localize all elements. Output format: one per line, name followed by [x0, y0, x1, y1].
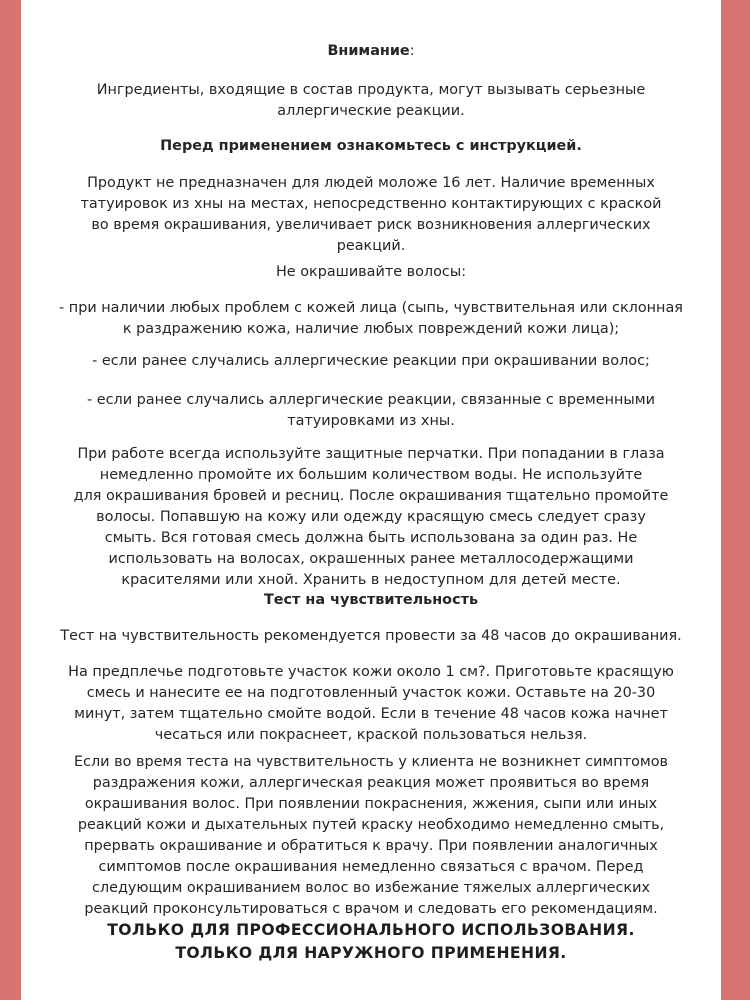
- text-line: татуировок из хны на местах, непосредственно контактирующих с краской: [80, 196, 662, 212]
- text-line: аллергические реакции.: [277, 103, 465, 119]
- text-line: волосы. Попавшую на кожу или одежду красящую смесь следует сразу: [96, 509, 646, 525]
- text-line: симптомов после окрашивания немедленно связаться с врачом. Перед: [98, 859, 644, 875]
- text-line: татуировками из хны.: [287, 413, 455, 429]
- warning-title: Внимание: [327, 43, 410, 59]
- text-line: реакций кожи и дыхательных путей краску необходимо немедленно смыть,: [77, 817, 665, 833]
- contraindication-item: [29, 390, 713, 432]
- text-line: Ингредиенты, входящие в состав продукта, могут вызывать серьезные: [96, 82, 646, 98]
- professional-use-notice: ТОЛЬКО ДЛЯ ПРОФЕССИОНАЛЬНОГО ИСПОЛЬЗОВАНИЯ.: [107, 921, 635, 939]
- text-line: минут, затем тщательно смойте водой. Если в течение 48 часов кожа начнет: [74, 706, 668, 722]
- text-line: следующим окрашиванием волос во избежание тяжелых аллергических: [92, 880, 650, 896]
- warning-colon: :: [409, 43, 415, 59]
- text-line: - при наличии любых проблем с кожей лица (сыпь, чувствительная или склонная: [59, 300, 683, 316]
- text-line: использовать на волосах, окрашенных ранее металлосодержащими: [108, 551, 634, 567]
- text-line: окрашивания волос. При появлении покраснения, жжения, сыпи или иных: [84, 796, 658, 812]
- external-use-notice: ТОЛЬКО ДЛЯ НАРУЖНОГО ПРИМЕНЕНИЯ.: [175, 944, 567, 962]
- text-line: - если ранее случались аллергические реакции при окрашивании волос;: [92, 353, 650, 369]
- text-line: раздражения кожи, аллергическая реакция может проявиться во время: [92, 775, 650, 791]
- contraindication-item: [29, 298, 713, 340]
- contraindication-item: [29, 351, 713, 372]
- sensitivity-test-heading: Тест на чувствительность: [263, 592, 479, 608]
- age-notice-paragraph: [29, 173, 713, 257]
- text-line: во время окрашивания, увеличивает риск возникновения аллергических: [91, 217, 651, 233]
- text-line: прервать окрашивание и обратиться к врачу. При появлении аналогичных: [84, 838, 658, 854]
- read-instructions-heading: Перед применением ознакомьтесь с инструкцией.: [160, 138, 582, 154]
- text-line: смесь и нанесите ее на подготовленный участок кожи. Оставьте на 20-30: [86, 685, 656, 701]
- text-line: Продукт не предназначен для людей моложе 16 лет. Наличие временных: [87, 175, 655, 191]
- usage-paragraph: [29, 444, 713, 591]
- text-line: к раздражению кожа, наличие любых повреждений кожи лица);: [122, 321, 620, 337]
- text-line: На предплечье подготовьте участок кожи около 1 см?. Приготовьте красящую: [68, 664, 674, 680]
- instruction-sheet: [21, 0, 721, 1000]
- footer-notice: [29, 919, 713, 965]
- text-line: реакций проконсультироваться с врачом и следовать его рекомендациям.: [84, 901, 658, 917]
- warning-paragraph: [29, 80, 713, 122]
- text-line: немедленно промойте их большим количеством воды. Не используйте: [99, 467, 643, 483]
- text-line: смыть. Вся готовая смесь должна быть использована за один раз. Не: [104, 530, 638, 546]
- text-line: реакций.: [336, 238, 406, 254]
- text-line: чесаться или покраснеет, краской пользоваться нельзя.: [154, 727, 588, 743]
- sensitivity-test-intro: Тест на чувствительность рекомендуется провести за 48 часов до окрашивания.: [60, 628, 682, 644]
- sensitivity-test-procedure: [29, 662, 713, 746]
- warning-heading: [29, 41, 713, 62]
- text-line: - если ранее случались аллергические реакции, связанные с временными: [87, 392, 655, 408]
- text-line: При работе всегда используйте защитные перчатки. При попадании в глаза: [77, 446, 665, 462]
- sensitivity-test-result: [29, 752, 713, 920]
- text-line: для окрашивания бровей и ресниц. После окрашивания тщательно промойте: [73, 488, 669, 504]
- text-line: красителями или хной. Хранить в недоступном для детей месте.: [121, 572, 621, 588]
- text-line: Если во время теста на чувствительность у клиента не возникнет симптомов: [73, 754, 669, 770]
- do-not-dye-heading: Не окрашивайте волосы:: [275, 264, 467, 280]
